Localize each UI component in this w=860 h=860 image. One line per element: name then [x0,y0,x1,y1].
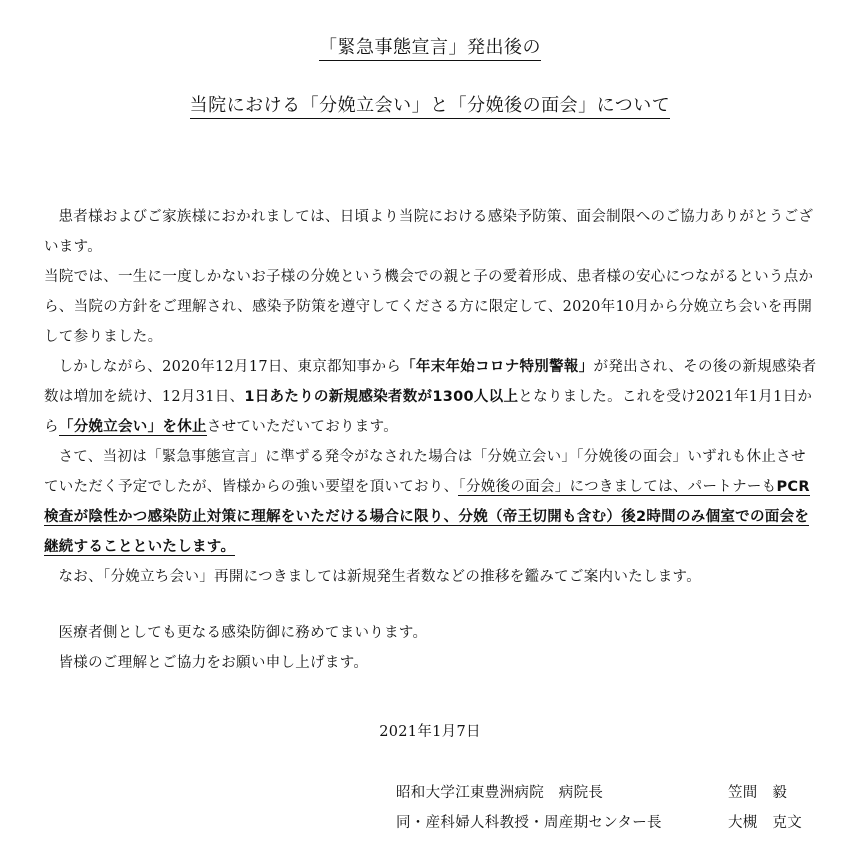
paragraph-resume-note: なお、「分娩立ち会い」再開につきましては新規発生者数などの推移を鑑みてご案内いたします。 [58,569,701,585]
suspension-highlight: 「分娩立会い」を休止 [58,419,207,435]
signature-org: 昭和大学江東豊洲病院 病院長 [396,785,604,801]
case-count-highlight: 1日あたりの新規感染者数が1300人以上 [244,389,519,405]
notice-body [44,202,820,678]
page-title-line1: 「緊急事態宣言」発出後の [0,36,860,60]
signature-name: 笠間 毅 [728,785,788,801]
paragraph-suspension: しかしながら、2020年12月17日、東京都知事から「年末年始コロナ特別警報」が発出され、その後の新規感染者数は増加を続け、12月31日、1日あたりの新規感染者数が1300人以上となりました。これを受け2021年1月1日から「分娩立会い」を休止させていただいております。 [44,359,817,435]
page-title-line2: 当院における「分娩立会い」と「分娩後の面会」について [0,94,860,118]
paragraph-policy: 当院では、一生に一度しかないお子様の分娩という機会での親と子の愛着形成、患者様の安心につながるという点から、当院の方針をご理解され、感染予防策を遵守してくださる方に限定して、2020年10月から分娩立ち会いを再開して参りました。 [44,269,814,345]
signature-professor [396,811,802,832]
paragraph-closing: 皆様のご理解とご協力をお願い申し上げます。 [58,655,369,671]
signature-director [396,781,788,802]
paragraph-infection-control: 医療者側としても更なる感染防御に務めてまいります。 [58,625,428,641]
signature-name: 大槻 克文 [728,815,802,831]
paragraph-greeting: 患者様およびご家族様におかれましては、日頃より当院における感染予防策、面会制限へのご協力ありがとうございます。 [44,209,814,255]
visitation-condition-highlight: PCR検査が陰性かつ感染防止対策に理解をいただける場合に限り、分娩（帝王切開も含む）後2時間のみ個室での面会を継続することといたします。 [44,479,810,555]
alert-name: 「年末年始コロナ特別警報」 [401,359,594,375]
notice-date: 2021年1月7日 [379,724,481,740]
signature-org: 同・産科婦人科教授・周産期センター長 [396,815,662,831]
visitation-note-underlined: 「分娩後の面会」につきましては、パートナーも [458,479,777,495]
paragraph-visitation: さて、当初は「緊急事態宣言」に準ずる発令がなされた場合は「分娩立会い」「分娩後の面会」いずれも休止させていただく予定でしたが、皆様からの強い要望を頂いており、「分娩後の面会」につきましては、パートナーもPCR検査が陰性かつ感染防止対策に理解をいただける場合に限り、分娩（帝王切開も含む）後2時間のみ個室での面会を継続することといたします。 [44,449,810,555]
